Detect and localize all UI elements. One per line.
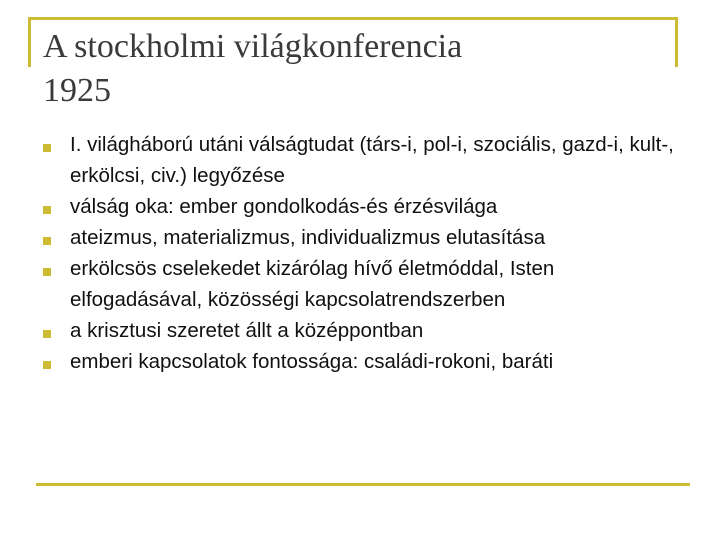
bullet-item	[40, 253, 680, 315]
bullet-list	[40, 129, 680, 377]
square-bullet-icon	[43, 361, 51, 369]
slide-title-line: A stockholmi világkonferencia	[43, 28, 463, 65]
frame-right-rule	[675, 17, 678, 67]
square-bullet-icon	[43, 330, 51, 338]
frame-top-rule	[28, 17, 678, 20]
square-bullet-icon	[43, 206, 51, 214]
bullet-text: I. világháború utáni válságtudat (társ-i, pol-i, szociális, gazd-i, kult-, erkölcsi, civ.) legyőzése	[70, 133, 674, 187]
bullet-text: válság oka: ember gondolkodás-és érzésvilága	[70, 195, 498, 218]
bullet-item	[40, 346, 680, 377]
slide-title	[43, 25, 663, 113]
bullet-item	[40, 129, 680, 191]
bullet-item	[40, 315, 680, 346]
bullet-item	[40, 191, 680, 222]
bullet-text: erkölcsös cselekedet kizárólag hívő életmóddal, Isten elfogadásával, közösségi kapcsolatrendszerben	[70, 257, 555, 311]
square-bullet-icon	[43, 268, 51, 276]
frame-left-rule	[28, 17, 31, 67]
slide-title-line: 1925	[43, 72, 111, 109]
bullet-text: ateizmus, materializmus, individualizmus elutasítása	[70, 226, 546, 249]
square-bullet-icon	[43, 237, 51, 245]
bullet-text: emberi kapcsolatok fontossága: családi-rokoni, baráti	[70, 350, 554, 373]
bullet-text: a krisztusi szeretet állt a középpontban	[70, 319, 424, 342]
bullet-item	[40, 222, 680, 253]
frame-bottom-rule	[36, 483, 690, 486]
square-bullet-icon	[43, 144, 51, 152]
